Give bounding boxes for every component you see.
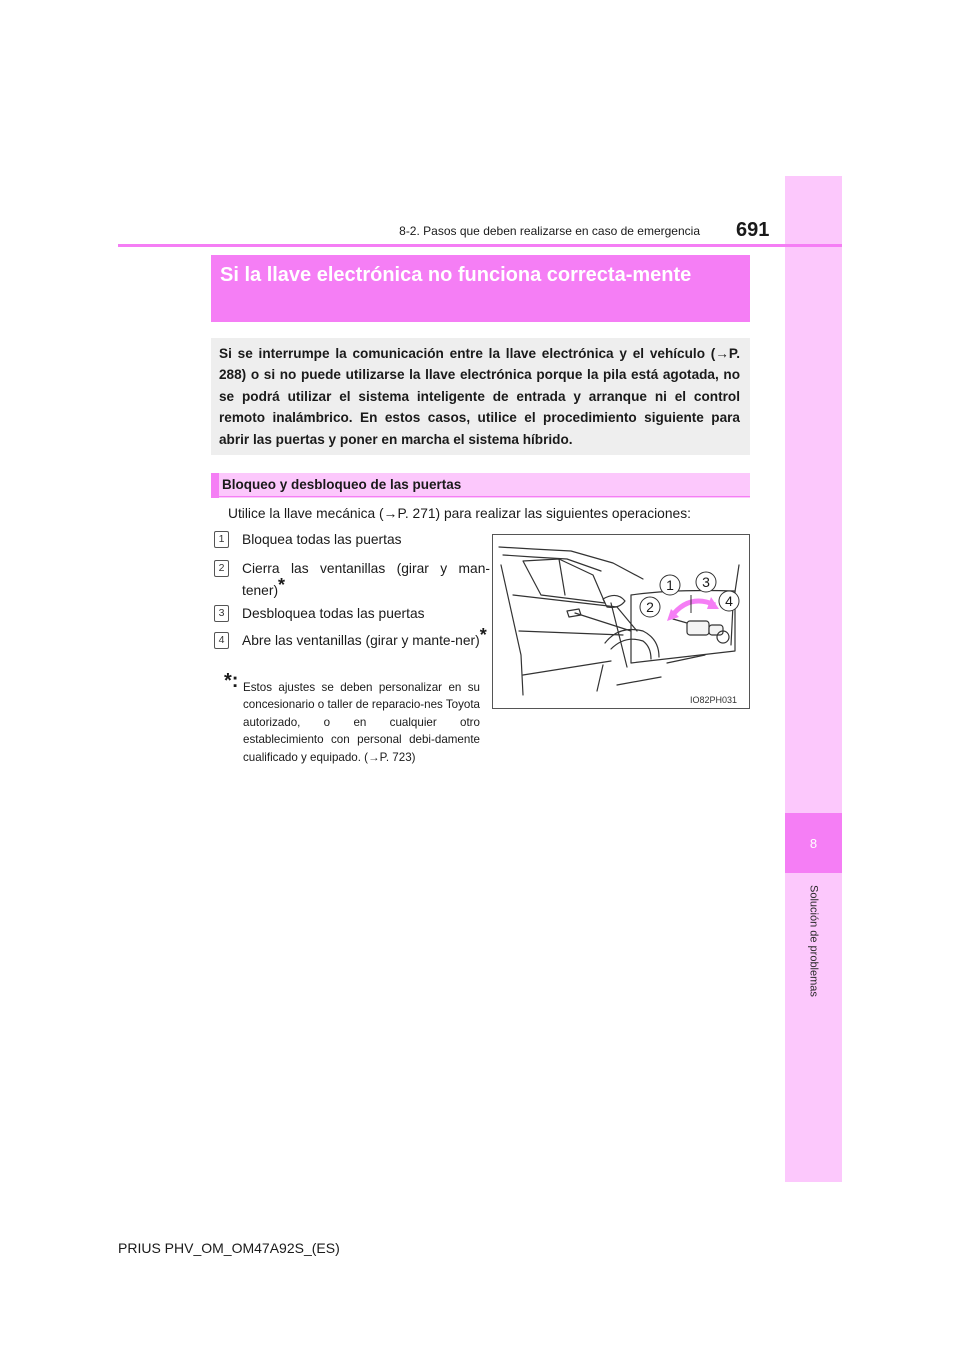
step-2-badge: 2 [214,560,229,577]
section-header: 8-2. Pasos que deben realizarse en caso de emergencia [399,224,700,238]
subheading: Bloqueo y desbloqueo de las puertas [222,477,462,492]
callout-3: 3 [702,574,710,590]
mechanical-key-head [709,625,723,635]
callout-2: 2 [646,599,654,615]
step-3-badge: 3 [214,605,229,622]
step-4-asterisk: * [479,625,487,646]
page-number: 691 [736,219,770,241]
callout-1: 1 [666,577,674,593]
chapter-number: 8 [785,813,842,873]
step-2-asterisk: * [278,575,286,596]
step-4-label: Abre las ventanillas (girar y mante-ner) [242,633,480,648]
window-outline [523,559,605,603]
step-4-text [242,625,490,652]
step-1-text [242,529,490,551]
door-front-edge [501,565,523,695]
lead-text: Utilice la llave mecánica (→P. 271) para realizar las siguientes operaciones: [228,506,691,521]
roof-line-inner [503,555,601,571]
subheading-marker [211,473,219,498]
sill-end [597,665,603,691]
step-2-text [242,558,490,602]
door-sill [523,661,611,675]
car-door-drawing [493,535,751,710]
window-pillar [559,559,565,595]
door-handle [567,609,581,617]
step-3-label: Desbloquea todas las puertas [242,606,425,621]
page-title-text: Si la llave electrónica no funciona correcta-mente [220,264,692,286]
chapter-label [785,885,842,1025]
mechanical-key-body [687,621,709,635]
step-3-text [242,603,490,625]
door-crease [519,631,623,635]
leader-line [575,613,631,631]
side-mirror [603,595,625,607]
chapter-label-text: Solución de problemas [807,885,820,997]
step-1-badge: 1 [214,531,229,548]
intro-text: Si se interrumpe la comunicación entre la llave electrónica y el vehículo (→P. 288) o si no puede utilizarse la llave electrónica porque la pila está agotada, no se podrá utilizar el sistema inteligente de entrada y arranque ni el control remoto inalámbrico. En estos casos, utilice el procedimiento siguiente para abrir las puertas y poner en marcha el sistema híbrido. [219,346,740,447]
header-rule [118,244,842,247]
step-1-label: Bloquea todas las puertas [242,532,402,547]
step-4-badge: 4 [214,632,229,649]
step-2-label: Cierra las ventanillas (girar y man-tener) [242,561,490,598]
key-blade [673,619,687,623]
illustration-code: IO82PH031 [690,695,738,705]
footnote-text: Estos ajustes se deben personalizar en su concesionario o taller de reparacio-nes Toyota autorizado, o en cualquier otro establecimiento con personal debi-damente cualificado y equipado. (→P. 723) [243,681,480,764]
chapter-thumb-tab [785,176,842,1182]
subheading-rule [211,496,750,497]
footer-document-id: PRIUS PHV_OM_OM47A92S_(ES) [118,1240,340,1256]
page-title [220,262,740,289]
footnote-mark: *: [224,670,239,692]
ground-line [617,677,661,685]
door-key-illustration [492,534,750,709]
roof-line [499,547,643,579]
callout-4: 4 [725,593,733,609]
